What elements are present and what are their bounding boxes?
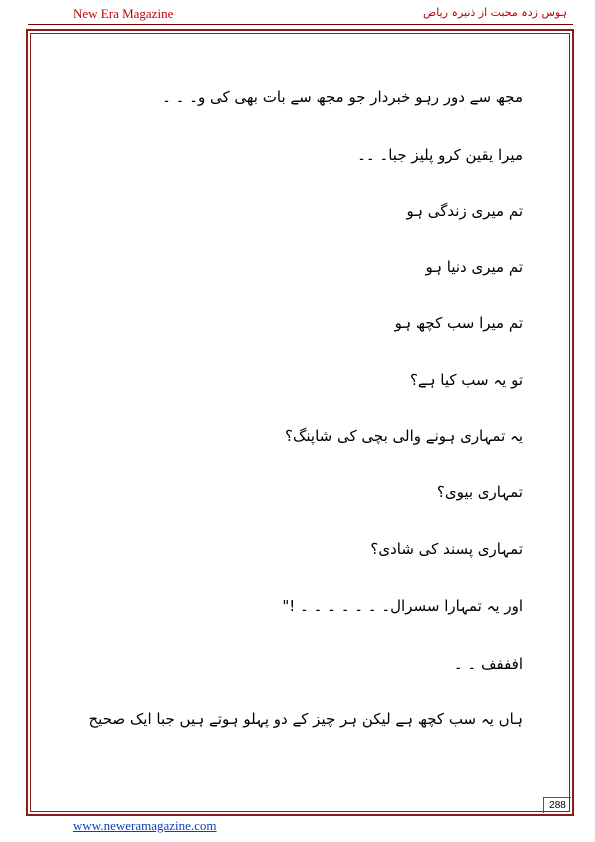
book-title: ہوس زدہ محبت از ذنیرہ ریاض	[423, 6, 567, 19]
text-line: تم میری دنیا ہو	[425, 258, 523, 276]
text-line: تمہاری بیوی؟	[436, 483, 523, 501]
page-number: 288	[543, 797, 571, 813]
text-line: تو یہ سب کیا ہے؟	[409, 371, 523, 389]
header-divider	[28, 24, 573, 25]
text-line: یہ تمہاری ہونے والی بچی کی شاپنگ؟	[285, 427, 523, 445]
website-link[interactable]: www.neweramagazine.com	[73, 818, 217, 833]
text-line: افففف ۔ ۔	[453, 655, 523, 673]
text-line: میرا یقین کرو پلیز جبا۔ ۔۔	[357, 146, 523, 164]
text-line: ہاں یہ سب کچھ ہے لیکن ہر چیز کے دو پہلو ہوتے ہیں جبا ایک صحیح	[88, 710, 523, 728]
text-line: مجھ سے دور رہو خبردار جو مجھ سے بات بھی کی و۔ ۔ ۔	[162, 88, 523, 106]
text-line: تم میرا سب کچھ ہو	[394, 314, 523, 332]
magazine-name: New Era Magazine	[73, 6, 174, 21]
text-line: اور یہ تمہارا سسرال۔ ۔ ۔ ۔ ۔ ۔ ۔ !"	[282, 597, 523, 615]
text-line: تم میری زندگی ہو	[406, 202, 523, 220]
text-line: تمہاری پسند کی شادی؟	[370, 540, 523, 558]
